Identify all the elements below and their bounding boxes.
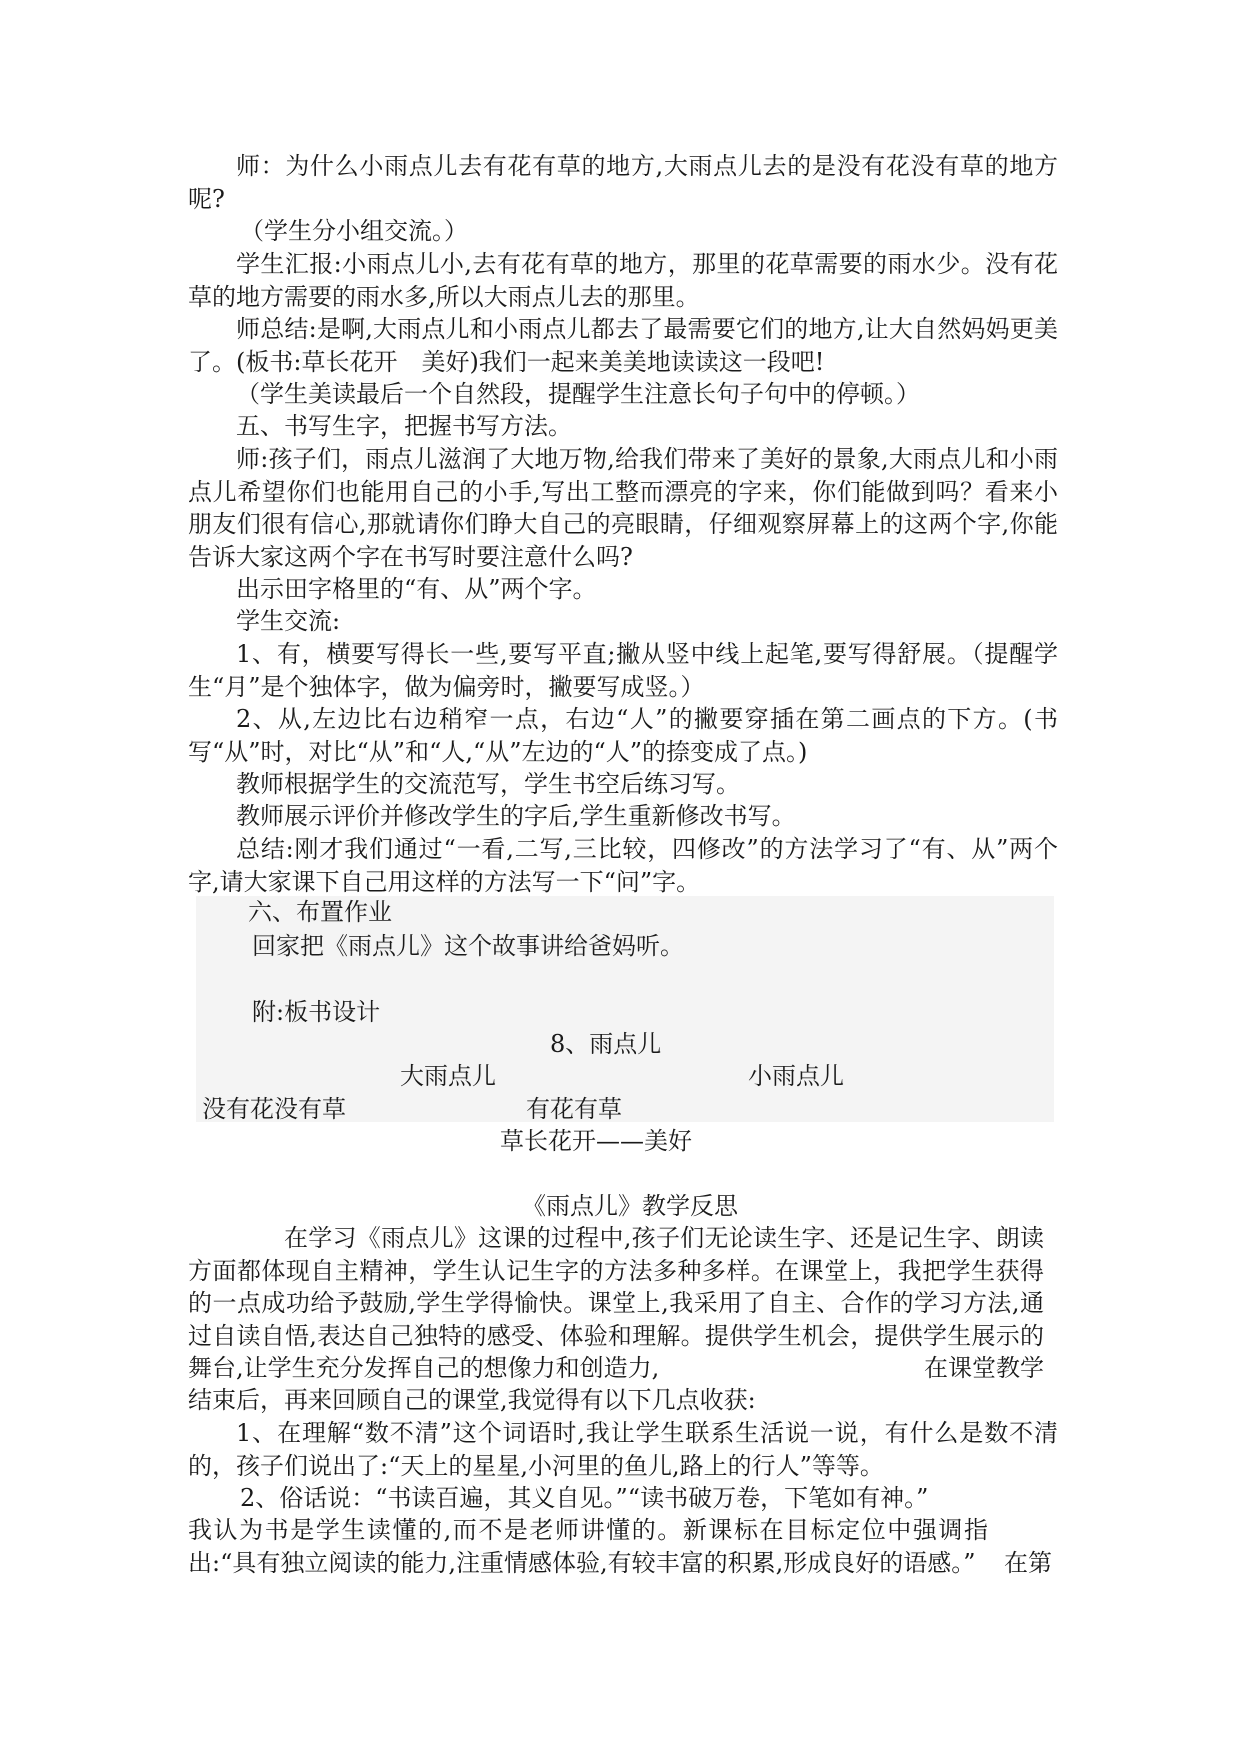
lesson-paragraph: 出示田字格里的“有、从”两个字。 (236, 575, 597, 603)
reflection-paragraph: 2、俗话说：“书读百遍，其义自见。”“读书破万卷，下笔如有神。” (240, 1484, 929, 1512)
board-right: 小雨点儿 (748, 1062, 844, 1090)
board-left-place: 没有花没有草 (202, 1095, 346, 1123)
homework-heading: 六、布置作业 (248, 898, 392, 926)
lesson-paragraph: 学生汇报:小雨点儿小,去有花有草的地方，那里的花草需要的雨水少。没有花草的地方需要的雨水多,所以大雨点儿去的那里。 (188, 250, 1058, 311)
lesson-paragraph: （学生分小组交流。） (240, 217, 468, 245)
reflection-paragraph: 1、在理解“数不清”这个词语时,我让学生联系生活说一说，有什么是数不清的，孩子们说出了:“天上的星星,小河里的鱼儿,路上的行人”等等。 (188, 1419, 1058, 1480)
lesson-paragraph: 1、有，横要写得长一些,要写平直;撇从竖中线上起笔,要写得舒展。（提醒学生“月”是个独体字，做为偏旁时，撇要写成竖。） (188, 640, 1058, 701)
lesson-paragraph: 师:孩子们，雨点儿滋润了大地万物,给我们带来了美好的景象,大雨点儿和小雨点儿希望你们也能用自己的小手,写出工整而漂亮的字来，你们能做到吗？看来小朋友们很有信心,那就请你们睁大自己的亮眼睛，仔细观察屏幕上的这两个字,你能告诉大家这两个字在书写时要注意什么吗? (188, 445, 1058, 571)
lesson-paragraph: 师总结:是啊,大雨点儿和小雨点儿都去了最需要它们的地方,让大自然妈妈更美了。(板书:草长花开 美好)我们一起来美美地读读这一段吧! (188, 315, 1058, 376)
reflection-paragraph: 在学习《雨点儿》这课的过程中,孩子们无论读生字、还是记生字、朗读方面都体现自主精神，学生认记生字的方法多种多样。在课堂上，我把学生获得的一点成功给予鼓励,学生学得愉快。课堂上,我采用了自主、合作的学习方法,通过自读自悟,表达自己独特的感受、体验和理解。提供学生机会，提供学生展示的舞台,让学生充分发挥自己的想像力和创造力, (188, 1224, 1044, 1382)
reflection-paragraph-tail: 在第 (1004, 1549, 1052, 1577)
reflection-paragraph-tail: 在课堂教学 (924, 1354, 1044, 1382)
lesson-paragraph: 师：为什么小雨点儿去有花有草的地方,大雨点儿去的是没有花没有草的地方呢? (188, 152, 1058, 213)
lesson-paragraph: （学生美读最后一个自然段，提醒学生注意长句子句中的停顿。） (236, 380, 920, 408)
board-left: 大雨点儿 (400, 1062, 496, 1090)
lesson-paragraph: 2、从,左边比右边稍窄一点，右边“人”的撇要穿插在第二画点的下方。(书写“从”时，对比“从”和“人,“从”左边的“人”的捺变成了点。) (188, 705, 1058, 766)
reflection-paragraph: 结束后，再来回顾自己的课堂,我觉得有以下几点收获: (188, 1386, 756, 1414)
lesson-paragraph: 总结:刚才我们通过“一看,二写,三比较，四修改”的方法学习了“有、从”两个字,请大家课下自己用这样的方法写一下“问”字。 (188, 835, 1058, 896)
lesson-paragraph: 教师根据学生的交流范写，学生书空后练习写。 (236, 770, 740, 798)
reflection-title: 《雨点儿》教学反思 (522, 1192, 738, 1220)
board-right-place: 有花有草 (526, 1095, 622, 1123)
section-heading: 五、书写生字，把握书写方法。 (236, 412, 572, 440)
board-design-heading: 附:板书设计 (252, 998, 381, 1026)
reflection-paragraph: 我认为书是学生读懂的,而不是老师讲懂的。新课标在目标定位中强调指出:“具有独立阅读的能力,注重情感体验,有较丰富的积累,形成良好的语感。” (188, 1516, 988, 1577)
lesson-paragraph: 教师展示评价并修改学生的字后,学生重新修改书写。 (236, 802, 796, 830)
board-result: 草长花开——美好 (500, 1127, 692, 1155)
homework-task: 回家把《雨点儿》这个故事讲给爸妈听。 (252, 932, 684, 960)
board-title: 8、雨点儿 (550, 1030, 662, 1058)
lesson-paragraph: 学生交流: (236, 607, 341, 635)
